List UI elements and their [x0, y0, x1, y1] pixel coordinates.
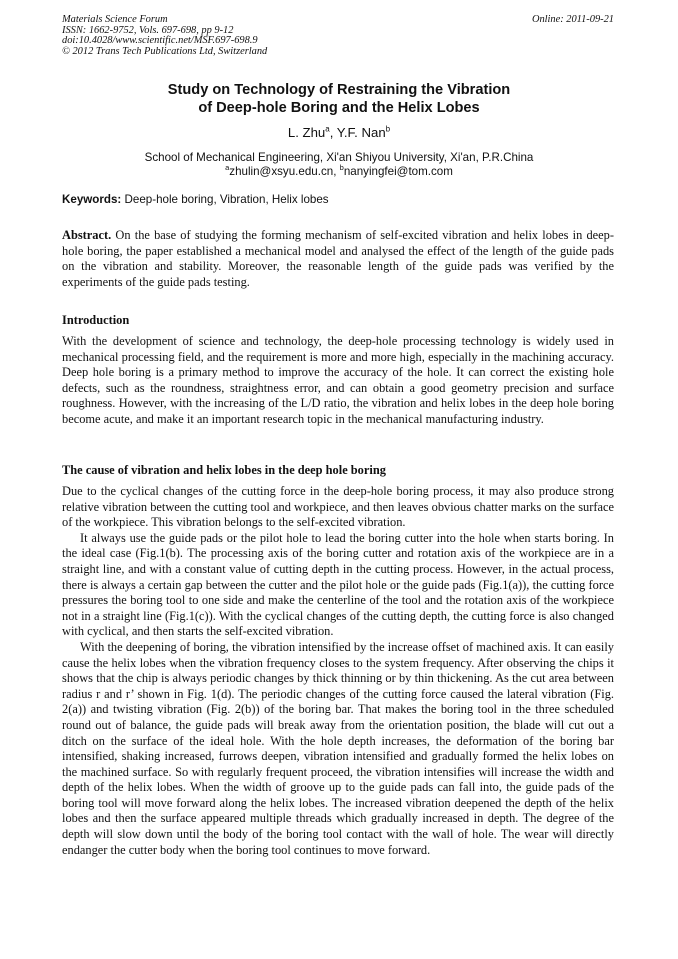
copyright-line: © 2012 Trans Tech Publications Ltd, Switzerland — [62, 45, 268, 57]
authors — [62, 125, 616, 141]
cause-paragraph-2: It always use the guide pads or the pilot hole to lead the boring cutter into the hole when starts boring. In the ideal case (Fig.1(b). The processing axis of the boring cutter and rotation axis of the workpiece are in a straight line, and with a constant value of cutting depth in the cutting process. However, in the actual process, there is always a certain gap between the cutter and the pilot hole or the guide pads (Fig.1(a)), the cutting force pressures the boring tool to one side and make the centerline of the tool and the rotation axis of the workpiece not in a straight line (Fig.1(c)). With the cyclical changes of the cutting depth, the cutting force is also changed with cyclical, and then starts the self-excited vibration. — [62, 530, 614, 639]
email-b-superscript: b — [339, 163, 344, 173]
abstract-paragraph — [62, 228, 614, 290]
title-line-1: Study on Technology of Restraining the Vibration — [167, 82, 511, 98]
email-a-superscript: a — [225, 163, 230, 173]
author-emails — [62, 165, 616, 179]
doi-line: doi:10.4028/www.scientific.net/MSF.697-698.9 — [62, 35, 258, 47]
paper-title — [62, 81, 616, 117]
email-a: zhulin@xsyu.edu.cn, — [229, 165, 340, 178]
introduction-section — [62, 334, 614, 428]
journal-name: Materials Science Forum — [62, 14, 168, 25]
abstract — [62, 228, 614, 290]
keywords-text: Deep-hole boring, Vibration, Helix lobes — [121, 193, 329, 206]
cause-section — [62, 484, 614, 858]
keywords — [62, 193, 616, 207]
abstract-text: On the base of studying the forming mechanism of self-excited vibration and helix lobes in deep-hole boring, the paper established a mechanical model and analysed the effect of the length of the guide pads on the vibration and stability. Moreover, the reasonable length of the guide pads was verified by the experiments of the guide pads testing. — [62, 228, 614, 289]
author-1: L. Zhu — [287, 125, 326, 140]
abstract-label: Abstract. — [62, 228, 112, 242]
keywords-label: Keywords: — [62, 193, 122, 206]
title-line-2: of Deep-hole Boring and the Helix Lobes — [198, 100, 480, 116]
author-separator: , — [329, 125, 337, 140]
author-1-superscript: a — [325, 124, 330, 134]
introduction-heading: Introduction — [62, 313, 130, 327]
affiliation: School of Mechanical Engineering, Xi'an Shiyou University, Xi'an, P.R.China — [144, 151, 534, 164]
introduction-paragraph: With the development of science and technology, the deep-hole processing technology is widely used in mechanical processing field, and the requirement is more and more high, especially in the machining accuracy. Deep hole boring is a primary method to improve the accuracy of the hole. It can correct the existing hole defects, such as the roundness, straightness error, and can obtain a good geometry precision and surface roughness. However, with the increasing of the L/D ratio, the vibration and helix lobes in the deep hole boring become acute, and make it an important research topic in the mechanical manufacturing industry. — [62, 334, 614, 426]
email-b: nanyingfei@tom.com — [343, 165, 453, 178]
online-date: Online: 2011-09-21 — [531, 14, 614, 25]
cause-paragraph-3: With the deepening of boring, the vibration intensified by the increase offset of machined axis. It can easily cause the helix lobes when the vibration frequency closes to the system frequency. After observing the chips it shows that the chip is always periodic changes by thick thinning or by thin thickening. As the cut area between radius r and r’ shown in Fig. 1(d). The periodic changes of the cutting force caused the lateral vibration (Fig. 2(a)) and twisting vibration (Fig. 2(b)) of the boring bar. That makes the boring tool in the three scheduled round out of balance, the guide pads will break away from the orientation position, the blade will cut out a ditch on the surface of the ideal hole. With the hole depth increases, the deformation of the boring bar intensified, shaking increased, furrows deepen, vibration intensified and gradually formed the helix lobes on the machined surface. So with regularly frequent proceed, the vibration intensifies will increase the width and depth of the helix lobes. When the width of groove up to the guide pads can fall into, the guide pads of the boring tool will move forward along the helix lobes. The increased vibration deepened the depth of the helix lobes and then the surface appeared multiple threads which gradually increased in depth. The degree of the depth will slow down until the body of the boring tool contact with the wall of hole. The wear will directly endanger the cutter body when the boring tool continues to move forward. — [62, 639, 614, 857]
cause-section-heading: The cause of vibration and helix lobes in the deep hole boring — [62, 463, 386, 477]
author-2: Y.F. Nan — [336, 125, 386, 140]
cause-paragraph-1: Due to the cyclical changes of the cutting force in the deep-hole boring process, it may also produce strong relative vibration between the cutting tool and workpiece, and then leaves obvious chatter marks on the surface of the workpiece. This vibration belongs to the self-excited vibration. — [62, 484, 614, 530]
issn-line: ISSN: 1662-9752, Vols. 697-698, pp 9-12 — [62, 24, 234, 36]
author-2-superscript: b — [385, 124, 391, 134]
